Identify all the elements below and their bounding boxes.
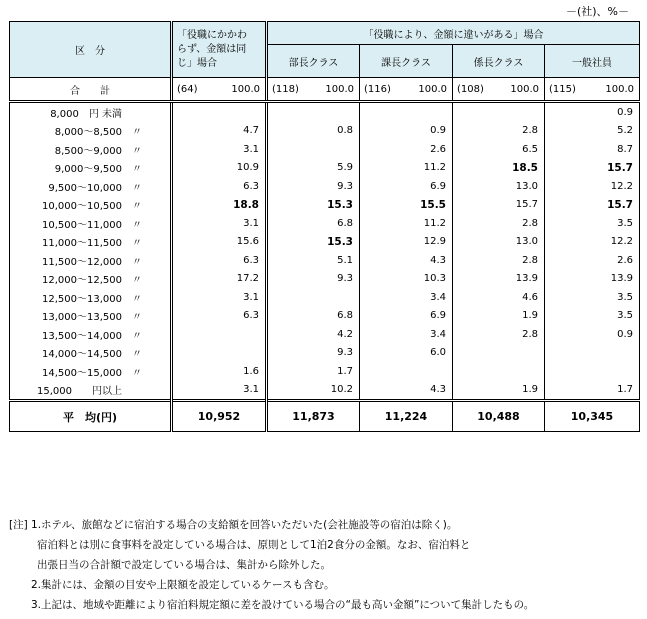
row-label bbox=[10, 381, 172, 401]
table-row bbox=[10, 214, 640, 233]
value-cell: 15.3 bbox=[267, 196, 360, 215]
row-label bbox=[10, 159, 172, 178]
value-cell bbox=[453, 102, 545, 122]
value-cell: 3.5 bbox=[545, 214, 640, 233]
value-cell: 10.9 bbox=[172, 159, 267, 178]
row-label bbox=[10, 270, 172, 289]
range-text: 10,500～11,000 bbox=[42, 219, 122, 231]
ditto-mark: 〃 bbox=[132, 256, 142, 268]
ditto-mark: 〃 bbox=[132, 145, 142, 157]
range-text: 8,000 円 未満 bbox=[50, 108, 122, 120]
value-cell: 12.9 bbox=[360, 233, 453, 252]
value-cell: 6.3 bbox=[172, 307, 267, 326]
col-header-ippan: 一般社員 bbox=[545, 45, 640, 78]
value-cell: 1.9 bbox=[453, 381, 545, 401]
value-cell: 3.4 bbox=[360, 288, 453, 307]
value-cell: 1.6 bbox=[172, 362, 267, 381]
table-row bbox=[10, 270, 640, 289]
value-cell: 6.5 bbox=[453, 140, 545, 159]
value-cell: 6.8 bbox=[267, 214, 360, 233]
range-text: 12,500～13,000 bbox=[42, 293, 122, 305]
value-cell: 10.2 bbox=[267, 381, 360, 401]
range-text: 8,000～8,500 bbox=[54, 127, 122, 139]
row-label bbox=[10, 196, 172, 215]
value-cell bbox=[267, 288, 360, 307]
value-cell: 2.8 bbox=[453, 325, 545, 344]
same-amount-line-3: じ」場合 bbox=[177, 57, 217, 69]
average-value: 10,952 bbox=[172, 401, 267, 432]
range-text: 10,000～10,500 bbox=[42, 201, 122, 213]
value-cell: 1.7 bbox=[545, 381, 640, 401]
row-label bbox=[10, 233, 172, 252]
value-cell bbox=[360, 362, 453, 381]
value-cell: 6.9 bbox=[360, 177, 453, 196]
ditto-mark: 〃 bbox=[132, 201, 142, 213]
value-cell: 9.3 bbox=[267, 270, 360, 289]
ditto-mark: 〃 bbox=[132, 367, 142, 379]
header-same-amount bbox=[172, 22, 267, 78]
value-cell: 1.9 bbox=[453, 307, 545, 326]
value-cell: 15.3 bbox=[267, 233, 360, 252]
table-row bbox=[10, 344, 640, 363]
total-cell: (116) 100.0 bbox=[360, 78, 453, 102]
range-text: 14,000～14,500 bbox=[42, 349, 122, 361]
note-line: 宿泊料とは別に食事料を設定している場合は、原則として1泊2食分の金額。なお、宿泊料と bbox=[37, 539, 471, 551]
value-cell bbox=[172, 344, 267, 363]
value-cell: 13.0 bbox=[453, 233, 545, 252]
range-text: 15,000 円以上 bbox=[37, 386, 122, 398]
note-line: 2.集計には、金額の目安や上限額を設定しているケースも含む。 bbox=[31, 579, 335, 591]
same-amount-line-2: らず、金額は同 bbox=[177, 43, 247, 55]
range-text: 9,500～10,000 bbox=[48, 182, 122, 194]
value-cell: 6.9 bbox=[360, 307, 453, 326]
value-cell: 15.7 bbox=[453, 196, 545, 215]
value-cell: 4.2 bbox=[267, 325, 360, 344]
value-cell: 18.5 bbox=[453, 159, 545, 178]
ditto-mark: 〃 bbox=[132, 164, 142, 176]
value-cell: 4.6 bbox=[453, 288, 545, 307]
value-cell: 3.1 bbox=[172, 288, 267, 307]
ditto-mark: 〃 bbox=[132, 238, 142, 250]
value-cell: 6.3 bbox=[172, 251, 267, 270]
value-cell: 3.1 bbox=[172, 381, 267, 401]
col-header-kacho: 課長クラス bbox=[360, 45, 453, 78]
value-cell: 3.1 bbox=[172, 214, 267, 233]
table-row bbox=[10, 251, 640, 270]
table-row bbox=[10, 140, 640, 159]
value-cell: 11.2 bbox=[360, 159, 453, 178]
row-label bbox=[10, 140, 172, 159]
value-cell: 13.9 bbox=[453, 270, 545, 289]
same-amount-line-1: 「役職にかかわ bbox=[177, 29, 247, 41]
value-cell: 15.6 bbox=[172, 233, 267, 252]
value-cell: 5.2 bbox=[545, 122, 640, 141]
value-cell bbox=[545, 344, 640, 363]
value-cell bbox=[360, 102, 453, 122]
range-text: 8,500～9,000 bbox=[54, 145, 122, 157]
range-text: 9,000～9,500 bbox=[54, 164, 122, 176]
ditto-mark: 〃 bbox=[132, 349, 142, 361]
value-cell: 2.6 bbox=[360, 140, 453, 159]
value-cell: 5.9 bbox=[267, 159, 360, 178]
value-cell: 4.3 bbox=[360, 251, 453, 270]
category-label: 区 分 bbox=[75, 46, 105, 57]
value-cell bbox=[453, 362, 545, 381]
ditto-mark: 〃 bbox=[132, 330, 142, 342]
ditto-mark: 〃 bbox=[132, 275, 142, 287]
value-cell bbox=[545, 362, 640, 381]
ditto-mark: 〃 bbox=[132, 293, 142, 305]
row-label bbox=[10, 214, 172, 233]
total-cell: (108) 100.0 bbox=[453, 78, 545, 102]
row-label bbox=[10, 362, 172, 381]
value-cell: 0.9 bbox=[545, 325, 640, 344]
value-cell: 0.9 bbox=[545, 102, 640, 122]
value-cell: 4.3 bbox=[360, 381, 453, 401]
differs-group-label: 「役職により、金額に違いがある」場合 bbox=[363, 29, 544, 41]
table-row bbox=[10, 362, 640, 381]
note-line: [注] 1.ホテル、旅館などに宿泊する場合の支給額を回答いただいた(会社施設等の宿泊は除く)。 bbox=[9, 519, 458, 531]
range-text: 12,000～12,500 bbox=[42, 275, 122, 287]
notes bbox=[9, 515, 534, 615]
value-cell bbox=[267, 102, 360, 122]
row-label bbox=[10, 325, 172, 344]
value-cell: 15.7 bbox=[545, 159, 640, 178]
note-line: 出張日当の合計額で設定している場合は、集計から除外した。 bbox=[37, 559, 331, 571]
average-value: 11,873 bbox=[267, 401, 360, 432]
value-cell: 1.7 bbox=[267, 362, 360, 381]
value-cell: 2.8 bbox=[453, 122, 545, 141]
lodging-allowance-table bbox=[9, 21, 640, 432]
average-value: 10,488 bbox=[453, 401, 545, 432]
table-row bbox=[10, 196, 640, 215]
range-text: 13,000～13,500 bbox=[42, 312, 122, 324]
col-header-kakaricho: 係長クラス bbox=[453, 45, 545, 78]
row-label bbox=[10, 122, 172, 141]
value-cell: 12.2 bbox=[545, 233, 640, 252]
average-label: 平 均(円) bbox=[10, 401, 172, 432]
ditto-mark: 〃 bbox=[132, 312, 142, 324]
value-cell: 12.2 bbox=[545, 177, 640, 196]
row-label bbox=[10, 102, 172, 122]
value-cell bbox=[172, 325, 267, 344]
table-row bbox=[10, 288, 640, 307]
value-cell bbox=[453, 344, 545, 363]
table-row bbox=[10, 307, 640, 326]
table-row bbox=[10, 102, 640, 122]
ditto-mark: 〃 bbox=[132, 182, 142, 194]
row-label bbox=[10, 177, 172, 196]
value-cell: 3.5 bbox=[545, 288, 640, 307]
header-differs-group bbox=[267, 22, 640, 45]
value-cell: 5.1 bbox=[267, 251, 360, 270]
value-cell: 9.3 bbox=[267, 177, 360, 196]
value-cell: 15.7 bbox=[545, 196, 640, 215]
total-cell: (115) 100.0 bbox=[545, 78, 640, 102]
ditto-mark: 〃 bbox=[132, 127, 142, 139]
value-cell: 13.9 bbox=[545, 270, 640, 289]
value-cell bbox=[172, 102, 267, 122]
table-row bbox=[10, 122, 640, 141]
ditto-mark: 〃 bbox=[132, 219, 142, 231]
value-cell: 13.0 bbox=[453, 177, 545, 196]
total-label: 合 計 bbox=[10, 78, 172, 102]
table-row bbox=[10, 159, 640, 178]
table-row bbox=[10, 233, 640, 252]
value-cell: 2.8 bbox=[453, 214, 545, 233]
value-cell: 15.5 bbox=[360, 196, 453, 215]
value-cell: 3.1 bbox=[172, 140, 267, 159]
value-cell: 11.2 bbox=[360, 214, 453, 233]
value-cell: 9.3 bbox=[267, 344, 360, 363]
header-category bbox=[10, 22, 172, 78]
col-header-bucho: 部長クラス bbox=[267, 45, 360, 78]
unit-label: －(社)、%－ bbox=[565, 5, 629, 18]
value-cell: 4.7 bbox=[172, 122, 267, 141]
row-label bbox=[10, 251, 172, 270]
note-line: 3.上記は、地域や距離により宿泊料規定額に差を設けている場合の“最も高い金額”について集計したもの。 bbox=[31, 599, 535, 611]
row-label bbox=[10, 344, 172, 363]
range-text: 14,500～15,000 bbox=[42, 367, 122, 379]
average-value: 10,345 bbox=[545, 401, 640, 432]
average-value: 11,224 bbox=[360, 401, 453, 432]
range-text: 11,000～11,500 bbox=[42, 238, 122, 250]
value-cell: 0.9 bbox=[360, 122, 453, 141]
value-cell: 10.3 bbox=[360, 270, 453, 289]
value-cell: 6.8 bbox=[267, 307, 360, 326]
value-cell: 6.3 bbox=[172, 177, 267, 196]
value-cell: 2.8 bbox=[453, 251, 545, 270]
value-cell: 17.2 bbox=[172, 270, 267, 289]
value-cell: 18.8 bbox=[172, 196, 267, 215]
table-row bbox=[10, 325, 640, 344]
value-cell: 3.4 bbox=[360, 325, 453, 344]
row-label bbox=[10, 307, 172, 326]
total-cell: (118) 100.0 bbox=[267, 78, 360, 102]
table-row bbox=[10, 177, 640, 196]
value-cell: 6.0 bbox=[360, 344, 453, 363]
value-cell: 0.8 bbox=[267, 122, 360, 141]
value-cell: 2.6 bbox=[545, 251, 640, 270]
value-cell: 8.7 bbox=[545, 140, 640, 159]
value-cell: 3.5 bbox=[545, 307, 640, 326]
value-cell bbox=[267, 140, 360, 159]
total-cell: (64) 100.0 bbox=[172, 78, 267, 102]
table-row bbox=[10, 381, 640, 401]
row-label bbox=[10, 288, 172, 307]
range-text: 11,500～12,000 bbox=[42, 256, 122, 268]
range-text: 13,500～14,000 bbox=[42, 330, 122, 342]
